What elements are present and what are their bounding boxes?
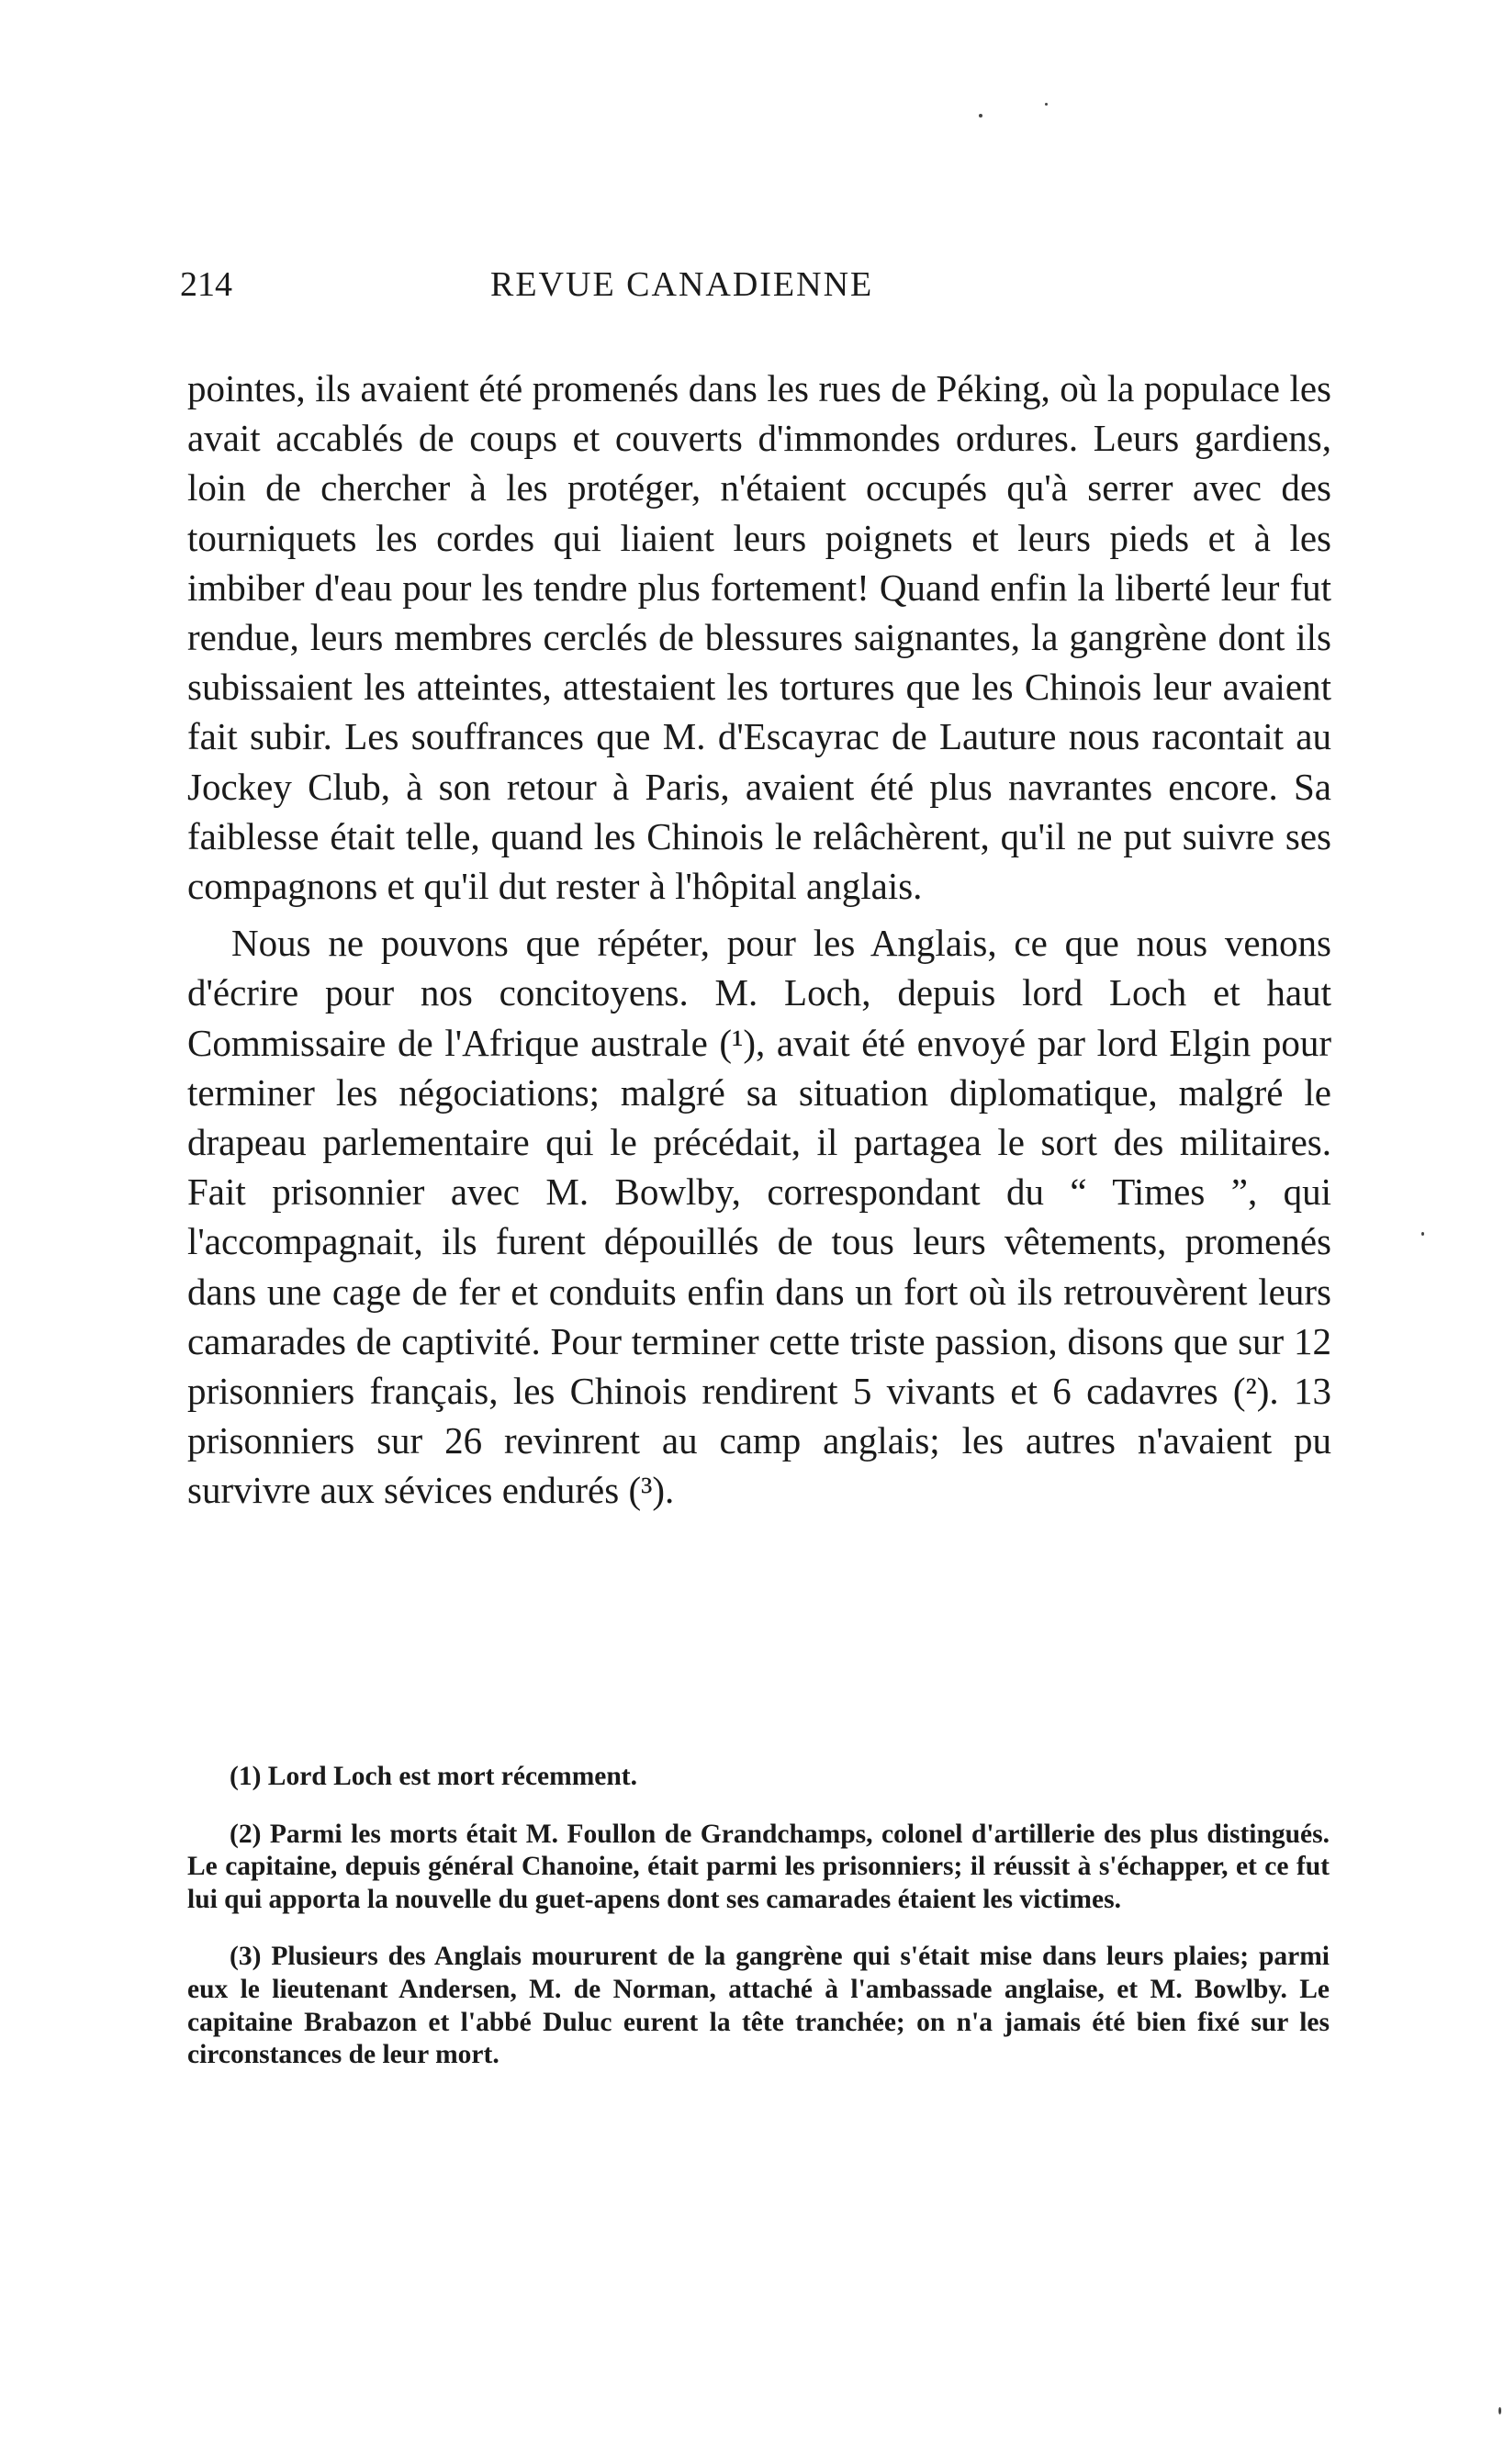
page-number: 214: [180, 265, 232, 304]
scan-speck: [1045, 103, 1048, 106]
paragraph-2: Nous ne pouvons que répéter, pour les Anglais, ce que nous venons d'écrire pour nos concitoyens. M. Loch, depuis lord Loch et haut Commissaire de l'Afrique australe (¹), avait été envoyé par lord Elgin pour terminer les négociations; malgré sa situation diplomatique, malgré le drapeau parlementaire qui le précédait, il partagea le sort des militaires. Fait prisonnier avec M. Bowlby, correspondant du “ Times ”, qui l'accompagnait, ils furent dépouillés de tous leurs vêtements, promenés dans une cage de fer et conduits enfin dans un fort où ils retrouvèrent leurs camarades de captivité. Pour terminer cette triste passion, disons que sur 12 prisonniers français, les Chinois rendirent 5 vivants et 6 cadavres (²). 13 prisonniers sur 26 revinrent au camp anglais; les autres n'avaient pu survivre aux sévices endurés (³).: [187, 922, 1331, 1512]
scan-speck: [1498, 2407, 1501, 2414]
footnote-1: (1) Lord Loch est mort récemment.: [230, 1762, 637, 1791]
running-title: REVUE CANADIENNE: [490, 265, 874, 304]
footnote-2: (2) Parmi les morts était M. Foullon de Grandchamps, colonel d'artillerie des plus distingués. Le capitaine, depuis général Chanoine, était parmi les prisonniers; il réussit à s'échapper, et ce fut lui qui apporta la nouvelle du guet-apens dont ses camarades étaient les victimes.: [187, 1819, 1330, 1914]
scan-speck: [979, 114, 982, 118]
scan-speck: [1421, 1232, 1424, 1236]
footnote-3: (3) Plusieurs des Anglais moururent de la gangrène qui s'était mise dans leurs plaies; parmi eux le lieutenant Andersen, M. de Norman, attaché à l'ambassade anglaise, et M. Bowlby. Le capitaine Brabazon et l'abbé Duluc eurent la tête tranchée; on n'a jamais été bien fixé sur les circonstances de leur mort.: [187, 1942, 1330, 2070]
footnotes: [187, 1761, 1330, 2072]
paragraph-1: pointes, ils avaient été promenés dans les rues de Péking, où la populace les avait accablés de coups et couverts d'immondes ordures. Leurs gardiens, loin de chercher à les protéger, n'étaient occupés qu'à serrer avec des tourniquets les cordes qui liaient leurs poignets et leurs pieds et à les imbiber d'eau pour les tendre plus fortement! Quand enfin la liberté leur fut rendue, leurs membres cerclés de blessures saignantes, la gangrène dont ils subissaient les atteintes, attestaient les tortures que les Chinois leur avaient fait subir. Les souffrances que M. d'Escayrac de Lauture nous racontait au Jockey Club, à son retour à Paris, avaient été plus navrantes encore. Sa faiblesse était telle, quand les Chinois le relâchèrent, qu'il ne put suivre ses compagnons et qu'il dut rester à l'hôpital anglais.: [187, 367, 1331, 908]
body-text: [187, 364, 1331, 1516]
